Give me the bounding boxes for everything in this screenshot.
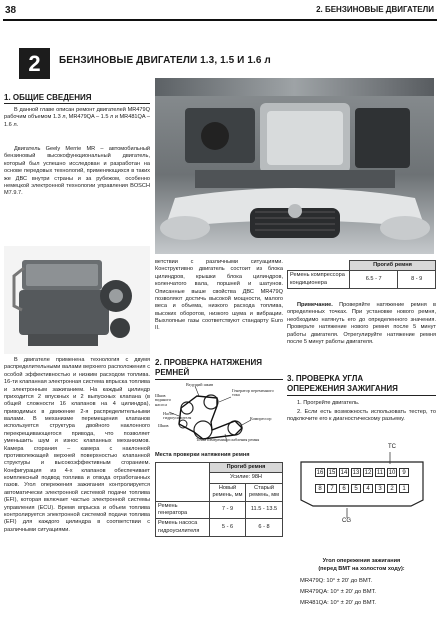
connector-pin-3: 3 (375, 484, 385, 493)
row-new: 5 - 6 (210, 519, 246, 537)
chapter-number: 2 (19, 48, 50, 79)
row-name: Ремень компрессора кондиционера (288, 271, 350, 289)
ignition-value-1: MR479Q: 10° ± 20' до ВМТ. (300, 578, 373, 584)
engine-photo (4, 246, 150, 354)
label-tensioner: Шкив (158, 423, 169, 428)
connector-pin-15: 15 (328, 470, 336, 476)
note-label: Примечание. (297, 302, 333, 308)
section3-title-line2: ОПЕРЕЖЕНИЯ ЗАЖИГАНИЯ (287, 384, 398, 393)
compressor-belt-table (287, 260, 436, 289)
page-header (0, 0, 440, 22)
row-name: Ремень насоса гидроусилителя (156, 519, 210, 537)
table-row (156, 501, 283, 519)
row-old: 8 - 9 (398, 271, 436, 289)
label-compressor: Компрессор (250, 416, 272, 421)
ignition-value-2: MR479QA: 10° ± 20' до ВМТ. (300, 589, 377, 595)
table-header: Прогиб ремня (350, 261, 436, 271)
connector-pin-4: 4 (363, 484, 373, 493)
header-rule (3, 19, 437, 21)
connector-pin-1: 1 (399, 484, 409, 493)
table-blank-2 (156, 473, 210, 483)
col-new: Новый ремень, мм (210, 483, 246, 501)
connector-pin-10: 10 (388, 470, 396, 476)
connector-pin-2: 2 (387, 484, 397, 493)
connector-pin-14: 14 (340, 470, 348, 476)
belt-table-caption: Места проверки натяжения ремня (155, 452, 250, 458)
chapter-title: БЕНЗИНОВЫЕ ДВИГАТЕЛИ 1.3, 1.5 И 1.6 л (59, 55, 271, 66)
row-old: 11.5 - 13.5 (246, 501, 283, 519)
ignition-title-1: Угол опережения зажигания (322, 558, 401, 564)
connector-pin-11: 11 (376, 470, 384, 476)
row-name: Ремень генератора (156, 501, 210, 519)
table-header: Прогиб ремня (210, 463, 283, 473)
step-2: 2. Если есть возможность использовать тестер, то подключите его к диагностическому разъему. (287, 409, 436, 423)
connector-pin-13: 13 (352, 470, 360, 476)
connector-pin-7: 7 (327, 484, 337, 493)
engine-bay-photo (155, 78, 434, 254)
ignition-title-2: (перед ВМТ на холостом ходу): (318, 566, 405, 572)
tc-label: TC (388, 444, 396, 450)
connector-pin-8: 8 (315, 484, 325, 493)
connector-pin-5: 5 (351, 484, 361, 493)
section2-title-line1: 2. ПРОВЕРКА НАТЯЖЕНИЯ (155, 358, 262, 367)
note-block (287, 302, 436, 346)
table-blank (288, 261, 350, 271)
step-1: 1. Прогрейте двигатель. (297, 400, 360, 406)
connector-pin-16: 16 (316, 470, 324, 476)
diagnostic-connector (287, 440, 436, 540)
running-head: 2. БЕНЗИНОВЫЕ ДВИГАТЕЛИ (316, 5, 434, 14)
ignition-value-3: MR481QA: 10° ± 20' до ВМТ. (300, 600, 377, 606)
section2-rule (155, 379, 283, 380)
label-check-point: Точка измерения ослабления ремня (196, 437, 260, 442)
connector-pin-12: 12 (364, 470, 372, 476)
section1-para1: В данной главе описан ремонт двигателей MR479Q рабочим объемом 1.3 л, MR479QA – 1.5 л и MR481QA – 1.6 л. (4, 107, 150, 128)
table-blank (156, 463, 210, 473)
section3-rule (287, 395, 436, 396)
table-row (156, 519, 283, 537)
section2-title-line2: РЕМНЕЙ (155, 368, 190, 377)
note-text: Проверяйте натяжение ремня в определенных точках. При установке нового ремня, необходимо натянуть его до определенного значения. Проверьте натяжение нового ремня после 5 минут работы двигателя. Отрегулируйте натяжение ремня после 5 минут работы двигателя. (287, 302, 436, 345)
section1-rule (4, 103, 150, 104)
label-pump: Насос гидроусилителя (163, 411, 192, 421)
label-generator: Генератор переменного тока (232, 388, 274, 398)
belt-deflection-table (155, 462, 283, 537)
middle-continuation: ветствии с различными ситуациями. Конструктивно двигатель состоит из блока цилиндров, крышки блока цилиндров, коленчатого вала, поршней и шатунов. Описанные выше свойства ДВС MR479Q позволяют достичь высокой мощности, малого веса и объема, низкого расхода топлива, высоких оборотов, низкого шума и вибрации. Выхлопные газы соответствуют стандарту Euro II. (155, 259, 283, 332)
cg-label: CG (342, 518, 351, 524)
row-new: 7 - 9 (210, 501, 246, 519)
section1-para2: Двигатель Geely Merrie MR – автомобильный бензиновый высокофункциональный двигатель, который был успешно исследован и разработан на основе передовых технологий, применяющихся в таких же ДВС внутри страны и за рубежом, особенно немецкой электронной технологии управления BOSCH M7.9.7. (4, 146, 150, 197)
table-force: Усилие: 98Н (210, 473, 283, 483)
section3-title-line1: 3. ПРОВЕРКА УГЛА (287, 374, 364, 383)
label-water-pump: Шкив водяного насоса (155, 393, 172, 407)
row-old: 6 - 8 (246, 519, 283, 537)
page-number: 38 (5, 5, 17, 16)
section1-title: 1. ОБЩИЕ СВЕДЕНИЯ (4, 93, 92, 102)
connector-pin-6: 6 (339, 484, 349, 493)
table-row (288, 271, 436, 289)
connector-pin-9: 9 (399, 468, 409, 477)
col-old: Старый ремень, мм (246, 483, 283, 501)
table-blank-3 (156, 483, 210, 501)
label-crankshaft: Ведущий шкив (186, 382, 214, 387)
section1-para3: В двигателе применена технология с двумя распределительными валами верхнего расположения с особой эффективностью и низким расходом топлива. 16-ти клапанная электронная система впрыска топлива и электронным зажиганием. На каждый цилиндр приходится 2 впускных и 2 выпускных клапана (в общей сложности 16 клапанов на 4 цилиндра), приводимых в движение 2-я распределительными валами. В механизме перемещения клапанов используется структура двойного наклонного перекрещивающегося привода, что позволяет уменьшить шум и износ клапанных механизмов. Камера сгорания – камера с наклонной противолежащей верхней поверхностью клапанной структуры и высокоэффективным сгоранием. Конфигурация из 4-х клапанов обеспечивает комплексный подвод топлива и отвода отработанных газов. Угол опережения зажигания контролируется автоматически электронной системой подачи топлива (EFI), которая включает частью электронной системы управления (ECU). Время впрыска и объем топлива контролируется электронной системой подачи топлива (EFI) для каждого цилиндра в соответствии с различными ситуациями. (4, 357, 150, 533)
row-new: 6.5 - 7 (350, 271, 398, 289)
